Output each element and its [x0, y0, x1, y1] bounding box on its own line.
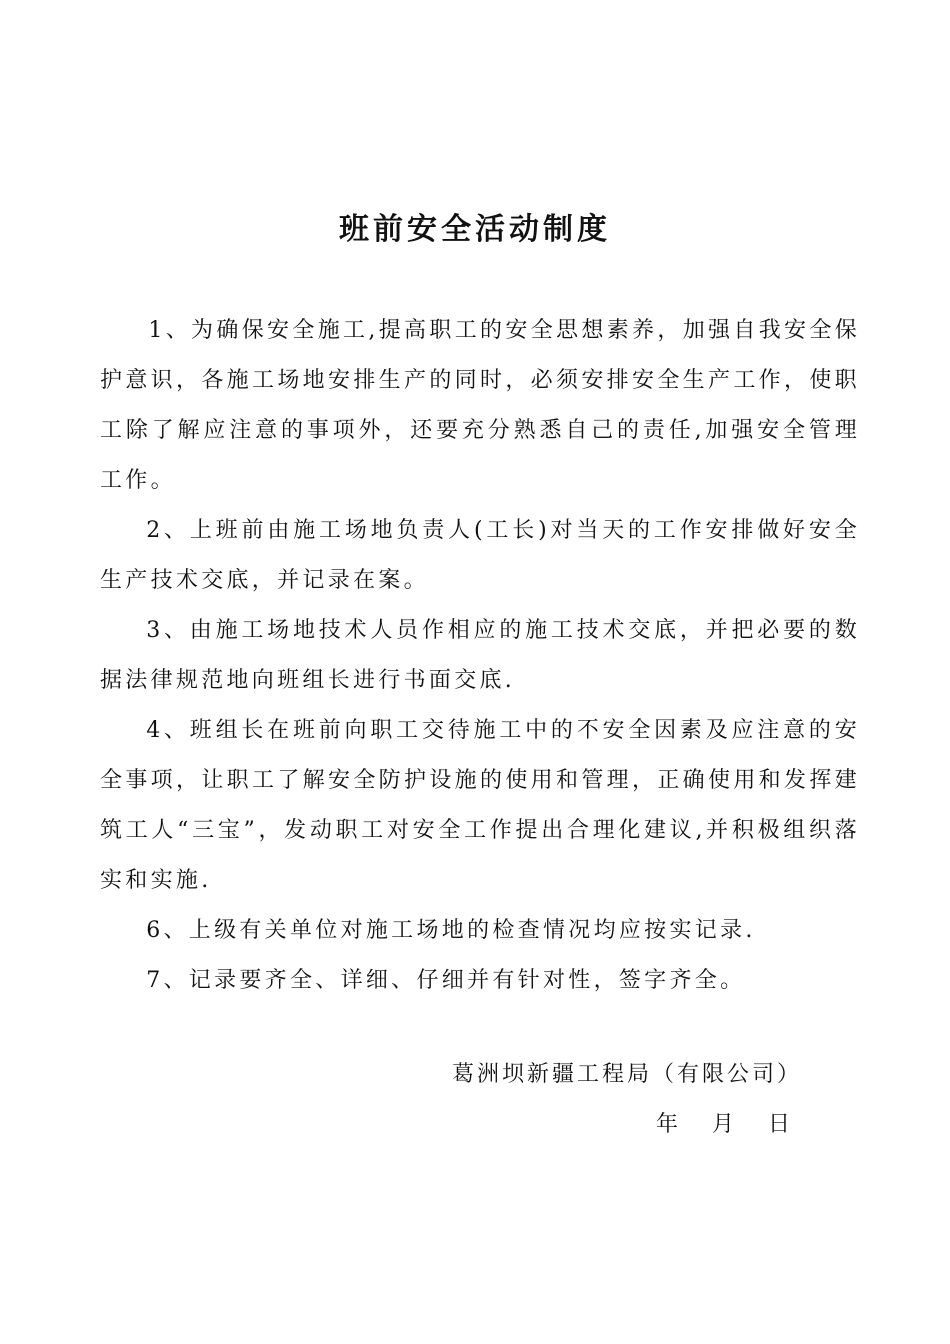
paragraph-7: 7、记录要齐全、详细、仔细并有针对性，签字齐全。 [146, 968, 746, 993]
document-body [100, 306, 860, 1006]
paragraph-3: 3、由施工场地技术人员作相应的施工技术交底，并把必要的数据法律规范地向班组长进行书面交底. [100, 618, 860, 693]
day-label: 日 [768, 1112, 791, 1137]
paragraph-1: 1、为确保安全施工,提高职工的安全思想素养，加强自我安全保护意识，各施工场地安排生产的同时，必须安排安全生产工作，使职工除了解应注意的事项外，还要充分熟悉自己的责任,加强安全管理工作。 [100, 318, 860, 493]
company-name: 葛洲坝新疆工程局（有限公司） [452, 1062, 803, 1087]
paragraph-4: 4、班组长在班前向职工交待施工中的不安全因素及应注意的安全事项，让职工了解安全防护设施的使用和管理，正确使用和发挥建筑工人“三宝”，发动职工对安全工作提出合理化建议,并积极组织落实和实施. [100, 718, 860, 893]
date-line [420, 1100, 840, 1150]
signature-block [420, 1050, 840, 1150]
paragraph-2: 2、上班前由施工场地负责人(工长)对当天的工作安排做好安全生产技术交底，并记录在案。 [100, 518, 860, 593]
paragraph-6: 6、上级有关单位对施工场地的检查情况均应按实记录. [146, 918, 756, 943]
month-label: 月 [712, 1112, 735, 1137]
document-title: 班前安全活动制度 [339, 212, 611, 247]
year-label: 年 [656, 1112, 679, 1137]
